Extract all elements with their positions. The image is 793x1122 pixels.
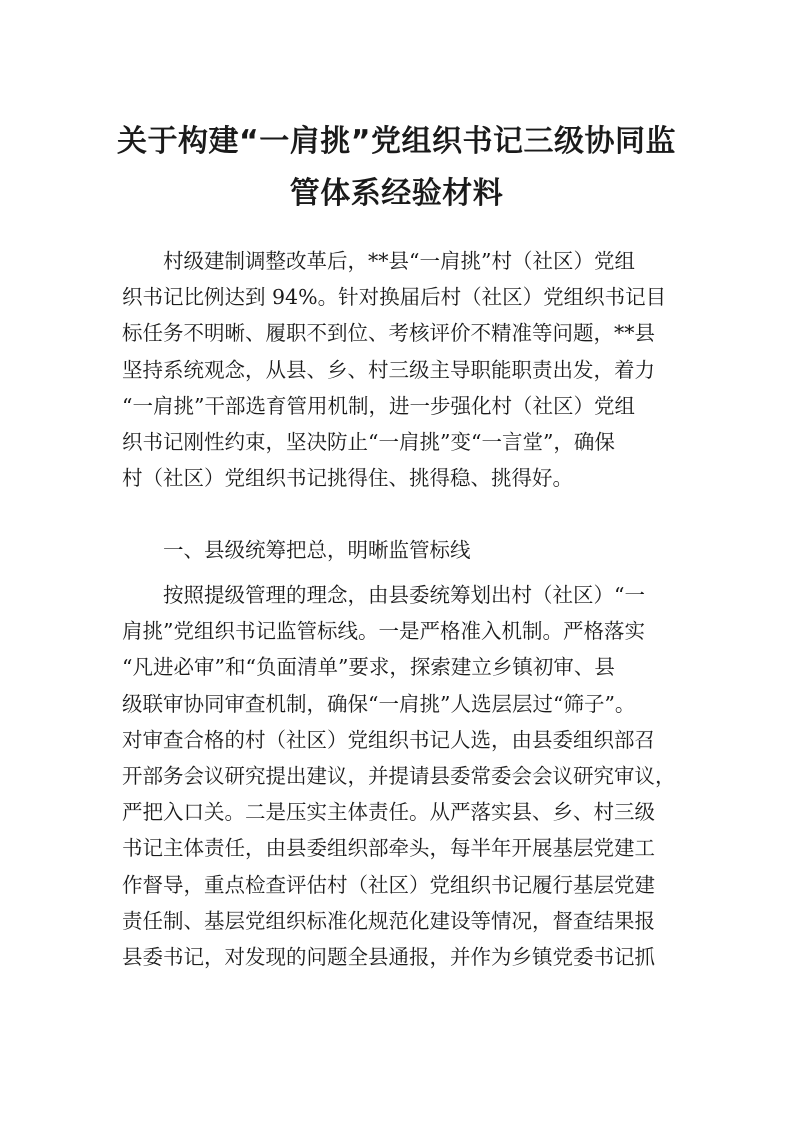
document-title-line-2: 管体系经验材料 <box>289 176 504 211</box>
text-line: 肩挑”党组织书记监管标线。一是严格准入机制。严格落实 <box>122 619 645 644</box>
text-line: 对审查合格的村（社区）党组织书记人选，由县委组织部召 <box>122 727 655 752</box>
text-line: 坚持系统观念，从县、乡、村三级主导职能职责出发，着力 <box>122 357 655 382</box>
text-line: 村（社区）党组织书记挑得住、挑得稳、挑得好。 <box>122 466 573 491</box>
text-line: 县委书记，对发现的问题全县通报，并作为乡镇党委书记抓 <box>122 944 655 969</box>
text-line: 织书记刚性约束，坚决防止“一肩挑”变“一言堂”，确保 <box>122 429 615 454</box>
section-heading-text: 一、县级统筹把总，明晰监管标线 <box>163 538 471 562</box>
text-line: 级联审协同审查机制，确保“一肩挑”人选层层过“筛子”。 <box>122 691 636 716</box>
text-line: 作督导，重点检查评估村（社区）党组织书记履行基层党建 <box>122 872 655 897</box>
paragraph-section-1 <box>122 577 682 975</box>
paragraph-intro <box>122 243 682 496</box>
text-line: 严把入口关。二是压实主体责任。从严落实县、乡、村三级 <box>122 800 655 825</box>
text-line: 按照提级管理的理念，由县委统筹划出村（社区）“一 <box>163 583 645 607</box>
text-line: 开部务会议研究提出建议，并提请县委常委会会议研究审议， <box>122 763 676 788</box>
section-heading-1 <box>122 532 682 568</box>
text-line: 书记主体责任，由县委组织部牵头，每半年开展基层党建工 <box>122 836 655 861</box>
document-title-line-1: 关于构建“一肩挑”党组织书记三级协同监 <box>117 124 676 159</box>
text-line: “凡进必审”和“负面清单”要求，探索建立乡镇初审、县 <box>122 655 615 680</box>
text-line: 责任制、基层党组织标准化规范化建设等情况，督查结果报 <box>122 908 655 933</box>
text-line: 村级建制调整改革后，**县“一肩挑”村（社区）党组 <box>163 249 635 273</box>
text-line: 织书记比例达到 94%。针对换届后村（社区）党组织书记目 <box>122 285 667 310</box>
text-line: 标任务不明晰、履职不到位、考核评价不精准等问题，**县 <box>122 321 655 346</box>
text-line: “一肩挑”干部选育管用机制，进一步强化村（社区）党组 <box>122 393 635 418</box>
